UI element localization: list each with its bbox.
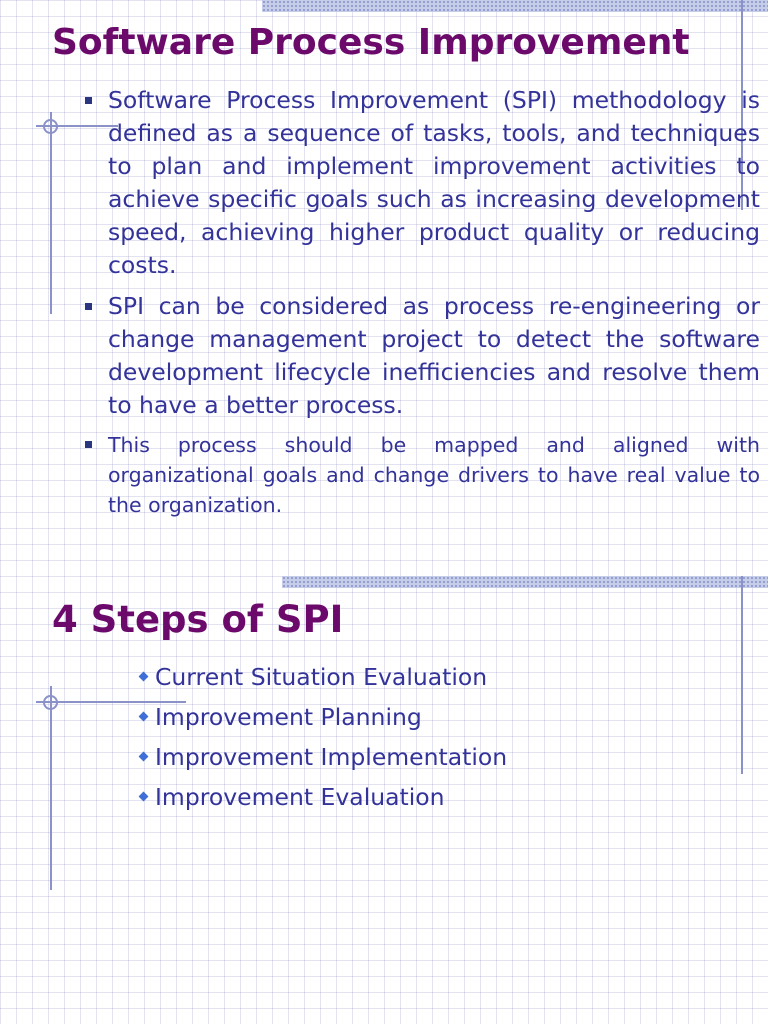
decorative-vertical-line-right [741, 576, 743, 774]
decorative-vertical-line-left [50, 686, 52, 890]
slide-4-steps-of-spi [0, 560, 768, 1024]
decorative-top-band [282, 576, 768, 588]
diamond-bullet-icon [139, 752, 149, 762]
decorative-vertical-line-left [50, 112, 52, 314]
step-item [137, 657, 507, 697]
square-bullet-icon [85, 303, 92, 310]
step-text: Improvement Evaluation [155, 783, 445, 811]
step-text: Improvement Implementation [155, 743, 508, 771]
diamond-bullet-icon [139, 672, 149, 682]
bullet-item [84, 290, 760, 422]
circle-crosshair-icon [43, 695, 58, 710]
step-text: Improvement Planning [155, 703, 422, 731]
bullet-text: SPI can be considered as process re-engineering or change management project to detect the software development lifecycle inefficiencies and resolve them to have a better process. [108, 292, 760, 419]
square-bullet-icon [85, 441, 92, 448]
bullet-text: This process should be mapped and aligned with organizational goals and change drivers to have real value to the organization. [108, 433, 760, 517]
steps-list [137, 657, 507, 817]
square-bullet-icon [85, 97, 92, 104]
diamond-bullet-icon [139, 712, 149, 722]
step-text: Current Situation Evaluation [155, 663, 488, 691]
bullet-item [84, 84, 760, 282]
bullet-item [84, 430, 760, 520]
decorative-top-band [262, 0, 768, 12]
step-item [137, 737, 507, 777]
slide-title: Software Process Improvement [52, 22, 690, 63]
diamond-bullet-icon [139, 792, 149, 802]
bullet-text: Software Process Improvement (SPI) methodology is defined as a sequence of tasks, tools, and techniques to plan and implement improvement activities to achieve specific goals such as increasing development speed, achieving higher product quality or reducing costs. [108, 86, 760, 279]
circle-crosshair-icon [43, 119, 58, 134]
bullet-list [84, 84, 760, 520]
step-item [137, 697, 507, 737]
slide-title: 4 Steps of SPI [52, 598, 344, 641]
step-item [137, 777, 507, 817]
